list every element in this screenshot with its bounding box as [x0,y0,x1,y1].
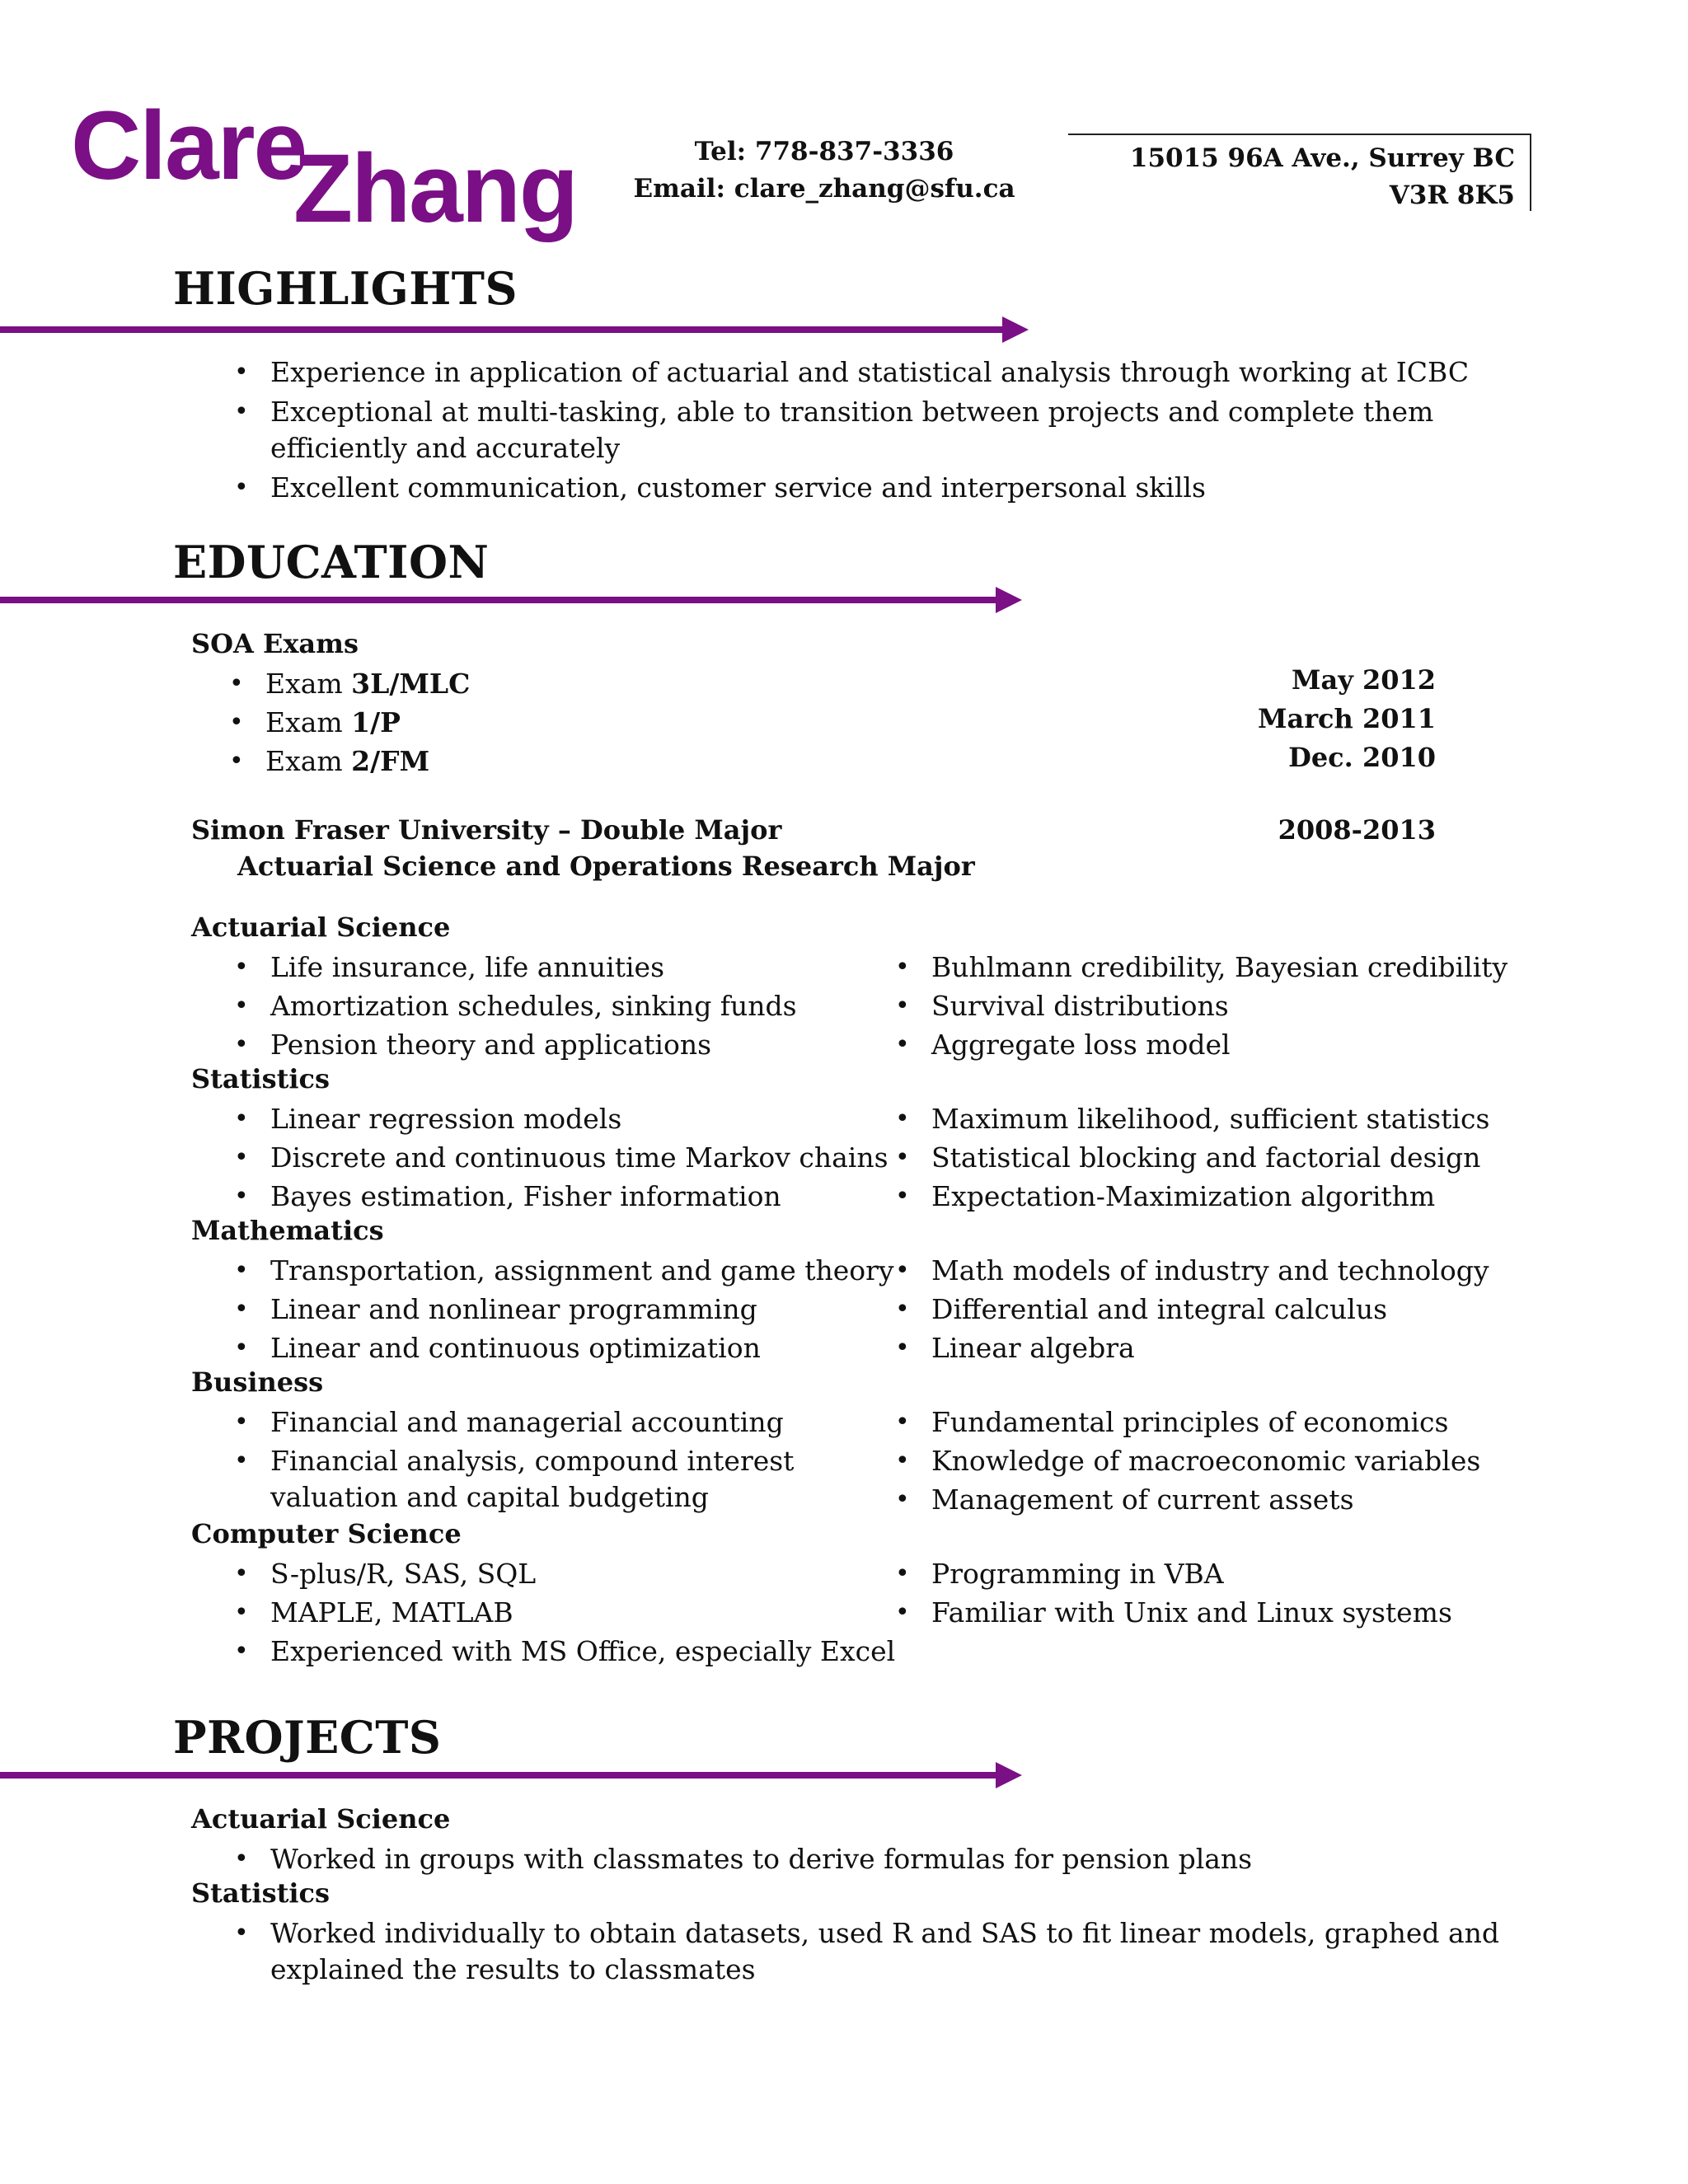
subject-title: Actuarial Science [191,912,451,943]
exam-name: 2/FM [351,745,430,777]
projects-rule [0,1772,996,1779]
exam-name: 3L/MLC [351,668,471,700]
highlight-item: • Exceptional at multi-tasking, able to transition between projects and complete them [270,394,1433,430]
projects-title: PROJECTS [173,1711,442,1764]
course-item: • Fundamental principles of economics [931,1404,1448,1441]
course-item: • Buhlmann credibility, Bayesian credibility [931,949,1507,986]
highlight-item: • Excellent communication, customer service and interpersonal skills [270,470,1206,506]
course-item: • S-plus/R, SAS, SQL [270,1556,536,1592]
arrow-icon [996,587,1022,613]
subject-title: Computer Science [191,1518,462,1549]
course-item: • Experienced with MS Office, especially Excel [270,1633,895,1670]
arrow-icon [996,1762,1022,1788]
exam-item [265,666,470,702]
course-item: • Financial analysis, compound interest [270,1443,794,1479]
course-item-continuation: valuation and capital budgeting [270,1481,709,1513]
course-item: • Statistical blocking and factorial design [931,1140,1480,1176]
email: Email: clare_zhang@sfu.ca [633,174,1015,204]
course-item: • Life insurance, life annuities [270,949,664,986]
course-item: • Differential and integral calculus [931,1291,1387,1328]
highlights-title: HIGHLIGHTS [173,262,518,315]
course-item: • Linear and nonlinear programming [270,1291,757,1328]
address-line-2: V3R 8K5 [1389,180,1515,210]
address-box [1068,134,1531,211]
highlights-rule [0,326,1002,333]
course-item: • Linear algebra [931,1330,1135,1366]
course-item: • Linear regression models [270,1101,621,1137]
course-item: • Expectation-Maximization algorithm [931,1179,1435,1215]
project-group-title: Actuarial Science [191,1803,451,1835]
course-item: • Maximum likelihood, sufficient statistics [931,1101,1489,1137]
course-item: • Pension theory and applications [270,1027,711,1063]
exam-date: March 2011 [1258,703,1436,734]
majors: Actuarial Science and Operations Research Major [237,851,975,882]
highlight-item: • Experience in application of actuarial and statistical analysis through working at ICBC [270,354,1469,391]
address [1130,140,1515,214]
course-item: • Discrete and continuous time Markov chains [270,1140,889,1176]
course-item: • Transportation, assignment and game theory [270,1253,894,1289]
exam-item [265,743,429,780]
exam-prefix: Exam [265,706,343,738]
exam-date: May 2012 [1292,664,1436,696]
first-name: Clare [71,91,307,200]
course-item: • Math models of industry and technology [931,1253,1489,1289]
exam-prefix: Exam [265,745,343,777]
university-name: Simon Fraser University – Double Major [191,814,782,846]
course-item: • Aggregate loss model [931,1027,1231,1063]
course-item: • Management of current assets [931,1482,1354,1518]
exam-prefix: Exam [265,668,343,700]
subject-title: Statistics [191,1063,331,1094]
contact-info [610,134,1039,208]
subject-title: Business [191,1366,324,1398]
exam-date: Dec. 2010 [1288,742,1436,773]
course-item: • Financial and managerial accounting [270,1404,784,1441]
course-item: • Knowledge of macroeconomic variables [931,1443,1480,1479]
subject-title: Mathematics [191,1215,384,1246]
education-title: EDUCATION [173,536,490,588]
telephone: Tel: 778-837-3336 [694,137,954,166]
soa-exams-title: SOA Exams [191,628,359,659]
education-rule [0,597,996,603]
course-item: • Linear and continuous optimization [270,1330,761,1366]
address-line-1: 15015 96A Ave., Surrey BC [1129,143,1515,173]
course-item: • Bayes estimation, Fisher information [270,1179,781,1215]
course-item: • MAPLE, MATLAB [270,1595,513,1631]
course-item: • Programming in VBA [931,1556,1224,1592]
project-item: • Worked individually to obtain datasets, used R and SAS to fit linear models, graphed and [270,1915,1499,1952]
arrow-icon [1002,316,1029,343]
course-item: • Survival distributions [931,988,1229,1024]
university-years: 2008-2013 [1278,814,1436,846]
exam-name: 1/P [351,706,401,738]
project-item-continuation: explained the results to classmates [270,1953,756,1985]
project-item: • Worked in groups with classmates to derive formulas for pension plans [270,1841,1252,1877]
course-item: • Amortization schedules, sinking funds [270,988,797,1024]
exam-item [265,705,401,741]
course-item: • Familiar with Unix and Linux systems [931,1595,1452,1631]
project-group-title: Statistics [191,1877,331,1909]
highlight-item-continuation: efficiently and accurately [270,432,621,464]
last-name: Zhang [293,134,577,243]
